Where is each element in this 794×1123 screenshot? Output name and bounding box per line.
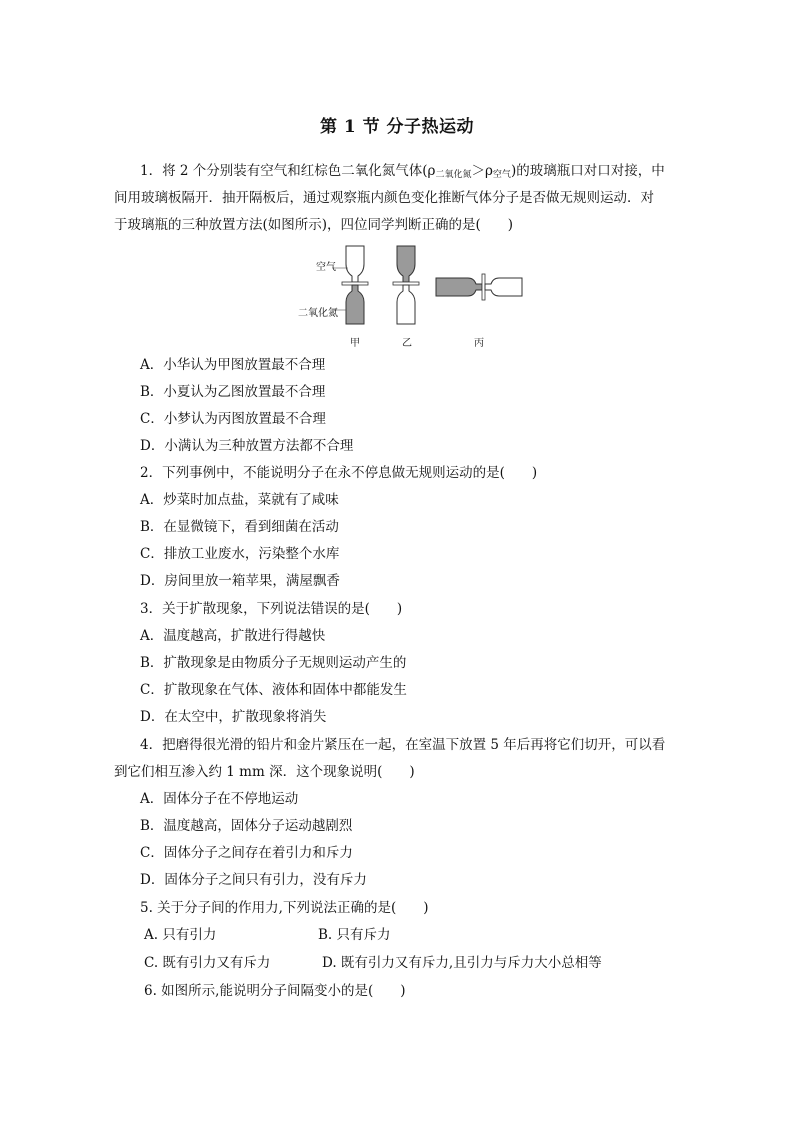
yi-bottom-bottle (397, 285, 415, 324)
q3-option-d: D．在太空中，扩散现象将消失 (140, 709, 327, 725)
q4-option-a: A．固体分子在不停地运动 (140, 791, 299, 807)
q3-option-a: A．温度越高，扩散进行得越快 (140, 628, 326, 644)
q3-option-b: B．扩散现象是由物质分子无规则运动产生的 (140, 655, 407, 671)
yi-top-bottle (397, 246, 415, 282)
label-air: 空气 (316, 262, 336, 273)
label-no2: 二氧化氮 (298, 308, 338, 319)
q1-stem-text-c: )的玻璃瓶口对口对接，中 (510, 163, 665, 179)
q4-option-d: D．固体分子之间只有引力，没有斥力 (140, 872, 367, 888)
q2-option-c: C．排放工业废水，污染整个水库 (140, 546, 340, 562)
q1-stem-line1 (140, 161, 665, 185)
bottle-diagram (296, 244, 536, 350)
q1-subscript-air: 空气 (492, 170, 511, 180)
q1-option-a: A．小华认为甲图放置最不合理 (140, 357, 326, 373)
q3-stem: 3．关于扩散现象，下列说法错误的是( ) (140, 601, 403, 617)
q5-option-c: C. 既有引力又有斥力 (144, 955, 271, 971)
q2-stem: 2．下列事例中，不能说明分子在永不停息做无规则运动的是( ) (140, 465, 538, 481)
q2-option-d: D．房间里放一箱苹果，满屋飘香 (140, 573, 340, 589)
q6-stem: 6. 如图所示,能说明分子间隔变小的是( ) (144, 983, 406, 999)
q4-option-b: B．温度越高，固体分子运动越剧烈 (140, 818, 353, 834)
q1-stem-line2: 间用玻璃板隔开．抽开隔板后，通过观察瓶内颜色变化推断气体分子是否做无规则运动．对 (114, 190, 654, 206)
q1-option-b: B．小夏认为乙图放置最不合理 (140, 384, 326, 400)
q1-stem-text-b: ＞ρ (471, 163, 493, 179)
q5-option-d: D. 既有引力又有斥力,且引力与斥力大小总相等 (322, 955, 602, 971)
q2-option-b: B．在显微镜下，看到细菌在活动 (140, 519, 339, 535)
q4-stem-line1: 4．把磨得很光滑的铅片和金片紧压在一起，在室温下放置 5 年后再将它们切开，可以看 (140, 737, 666, 753)
q1-option-d: D．小满认为三种放置方法都不合理 (140, 438, 354, 454)
label-bing: 丙 (474, 338, 484, 349)
q1-option-c: C．小梦认为丙图放置最不合理 (140, 411, 326, 427)
q2-option-a: A．炒菜时加点盐，菜就有了咸味 (140, 492, 339, 508)
q5-option-a: A. 只有引力 (144, 927, 217, 943)
label-jia: 甲 (350, 338, 360, 349)
bing-left-bottle (436, 278, 482, 296)
q1-subscript-no2: 二氧化氮 (435, 170, 472, 180)
q4-stem-line2: 到它们相互渗入约 1 mm 深．这个现象说明( ) (114, 764, 415, 780)
q3-option-c: C．扩散现象在气体、液体和固体中都能发生 (140, 682, 407, 698)
q5-option-b: B. 只有斥力 (318, 927, 391, 943)
q4-option-c: C．固体分子之间存在着引力和斥力 (140, 845, 353, 861)
q5-stem: 5. 关于分子间的作用力,下列说法正确的是( ) (140, 900, 429, 916)
jia-top-bottle (346, 246, 364, 282)
label-yi: 乙 (402, 338, 412, 349)
q1-stem-text-a: 1．将 2 个分别装有空气和红棕色二氧化氮气体(ρ (140, 163, 436, 179)
page-title: 第 1 节 分子热运动 (319, 117, 475, 137)
bing-right-bottle (485, 278, 522, 296)
jia-bottom-bottle (346, 285, 364, 324)
q1-stem-line3: 于玻璃瓶的三种放置方法(如图所示)，四位同学判断正确的是( ) (114, 217, 514, 233)
